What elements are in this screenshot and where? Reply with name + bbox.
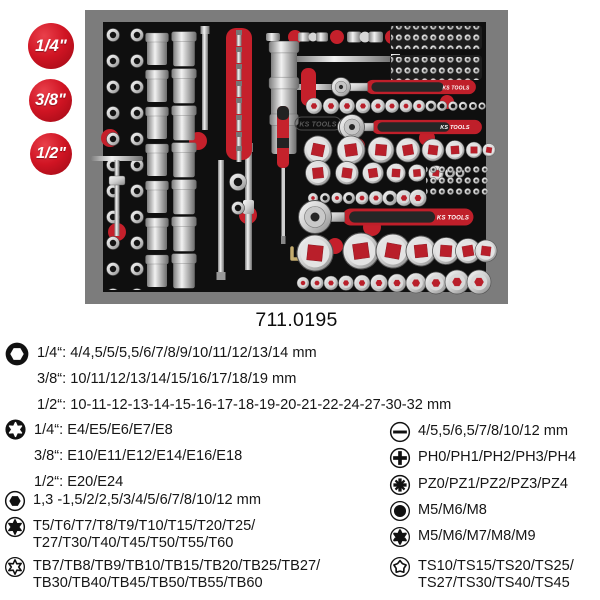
part-number: 711.0195 (255, 309, 338, 331)
hex-bit-icon (4, 490, 26, 516)
spec-line: 1/4“: 4/4,5/5/5,5/6/7/8/9/10/11/12/13/14 mm (37, 345, 317, 361)
spec-line: PH0/PH1/PH2/PH3/PH4 (418, 449, 577, 465)
drive-badge-threeeighths (29, 79, 72, 122)
drive-badge-half (30, 133, 72, 175)
handle-brand-logo: KS TOOLS (442, 85, 470, 92)
badge-label: 1/4" (35, 36, 67, 55)
spec-line: 1/4“: E4/E5/E6/E7/E8 (34, 422, 173, 438)
spec-line: TB30/TB40/TB45/TB50/TB55/TB60 (33, 575, 263, 592)
drive-badge-quarter (28, 23, 74, 69)
hex-socket-icon (4, 341, 30, 371)
e-torx-socket-icon (4, 418, 27, 445)
handle-brand-logo: KS TOOLS (436, 215, 470, 222)
slotted-bit-icon (389, 421, 411, 447)
spec-line: TS10/TS15/TS20/TS25/ (418, 558, 574, 574)
spec-hex-bits (4, 490, 261, 516)
spline-socket-icon (389, 500, 411, 526)
pozidriv-bit-icon (389, 474, 411, 500)
embossed-brand-logo: KS TOOLS (299, 121, 337, 129)
spec-line: 1/2“: E20/E24 (34, 473, 124, 490)
spec-line: T5/T6/T7/T8/T9/T10/T15/T20/T25/ (33, 518, 256, 534)
handle-brand-logo: KS TOOLS (440, 125, 470, 131)
phillips-bit-icon (389, 447, 411, 473)
badge-label: 1/2" (36, 145, 66, 162)
spec-line: 3/8“: 10/11/12/13/14/15/16/17/18/19 mm (37, 370, 297, 387)
spec-line: 4/5,5/6,5/7/8/10/12 mm (418, 423, 569, 439)
bit-grid (426, 165, 488, 199)
tamper-torx-bit-icon (4, 556, 26, 582)
spec-line: 3/8“: E10/E11/E12/E14/E16/E18 (34, 447, 243, 464)
badge-label: 3/8" (35, 91, 66, 109)
spec-line: M5/M6/M8 (418, 502, 487, 518)
spec-tamper-torx-bits (4, 558, 320, 593)
spec-line: TS27/TS30/TS40/TS45 (418, 575, 570, 592)
spec-spline-sockets (389, 500, 487, 526)
bit-strip-bits (236, 30, 242, 162)
spec-five-lobe-ts-bits (389, 558, 574, 593)
tool-tray-photo (85, 10, 508, 304)
spec-metric-sockets (4, 341, 451, 418)
spec-line: M5/M6/M7/M8/M9 (418, 528, 536, 544)
torx-bit-icon (4, 516, 26, 542)
spec-slotted-bits (389, 421, 568, 447)
spec-xzn-bits (389, 526, 536, 552)
spec-line: 1,3 -1,5/2/2,5/3/4/5/6/7/8/10/12 mm (33, 492, 261, 508)
spec-torx-bits (4, 518, 255, 553)
five-lobe-ts-icon (389, 556, 411, 582)
spec-line: TB7/TB8/TB9/TB10/TB15/TB20/TB25/TB27/ (33, 558, 321, 574)
spec-pozidriv-bits (389, 474, 568, 500)
xzn-bit-icon (389, 526, 411, 552)
spec-e-torx-sockets (4, 418, 242, 495)
spec-line: PZ0/PZ1/PZ2/PZ3/PZ4 (418, 476, 569, 492)
spec-line: 1/2“: 10-11-12-13-14-15-16-17-18-19-20-21-22-24-27-30-32 mm (37, 396, 452, 413)
spec-line: T27/T30/T40/T45/T50/T55/T60 (33, 535, 234, 552)
spec-phillips-bits (389, 447, 576, 473)
